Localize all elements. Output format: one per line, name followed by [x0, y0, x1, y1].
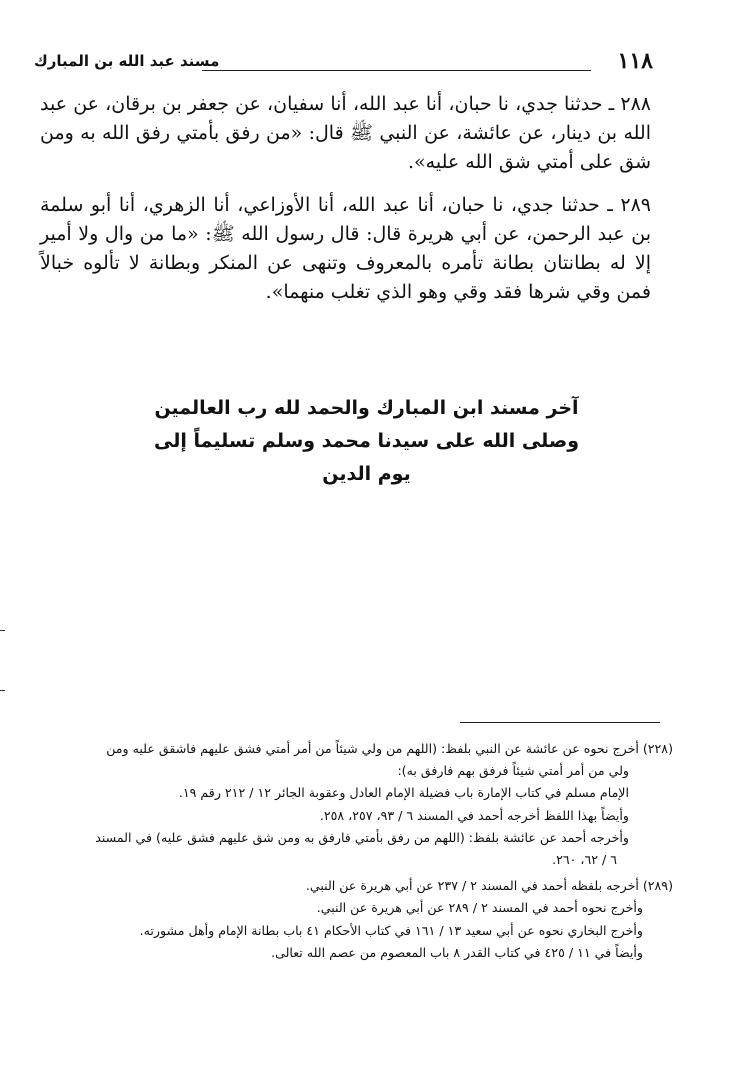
- margin-mark: [0, 630, 5, 631]
- footnote-line: وأخرج البخاري نحوه عن أبي سعيد ١٣ / ١٦١ في كتاب الأحكام ٤١ باب بطانة الإمام وأهل مشورته.: [139, 922, 643, 938]
- footnote-line: الإمام مسلم في كتاب الإمارة باب فضيلة الإمام العادل وعقوبة الجائر ١٢ / ٢١٢ رقم ١٩.: [178, 785, 629, 801]
- hadith-288: ٢٨٨ ـ حدثنا جدي، نا حبان، أنا عبد الله، أنا سفيان، عن جعفر بن برقان، عن عبد الله بن دينار، عن عائشة، عن النبي ﷺ قال: «من رفق بأمتي رفق الله به ومن شق على أمتي شق الله عليه».: [40, 93, 651, 173]
- footnote-line: (٢٢٨) أخرج نحوه عن عائشة عن النبي بلفظ: (اللهم من ولي شيئاً من أمر أمتي فشق عليهم فاشقق عليه ومن: [106, 741, 673, 756]
- main-text: [40, 90, 651, 321]
- page-header: [34, 48, 653, 82]
- footnote-line: وأيضاً في ١١ / ٤٢٥ في كتاب القدر ٨ باب المعصوم من عصم الله تعالى.: [271, 944, 643, 960]
- footnote-line: وأخرج نحوه أحمد في المسند ٢ / ٢٨٩ عن أبي هريرة عن النبي.: [316, 900, 643, 916]
- colophon: [150, 392, 583, 491]
- footnote-line: ٦ / ٦٢، ٢٦٠.: [552, 852, 617, 868]
- page-number: ١١٨: [617, 48, 653, 74]
- footnote-line: ولي من أمر أمتي شيئاً فرفق بهم فارفق به):: [397, 763, 629, 779]
- footnote-line: وأخرجه أحمد عن عائشة بلفظ: (اللهم من رفق بأمتي فارفق به ومن شق عليهم فشق عليه) في المسند: [95, 829, 629, 845]
- footnote-line: (٢٨٩) أخرجه بلفظه أحمد في المسند ٢ / ٢٣٧ عن أبي هريرة عن النبي.: [305, 878, 673, 894]
- hadith-289: ٢٨٩ ـ حدثنا جدي، نا حبان، أنا عبد الله، أنا الأوزاعي، أنا الزهري، أنا أبو سلمة بن عبد الرحمن، عن أبي هريرة قال: قال رسول الله ﷺ: «ما من وال ولا أمير إلا له بطانتان بطانة تأمره بالمعروف وتنهى عن المنكر وبطانة لا تألوه خبالاً فمن وقي شرها فقد وقي وهو الذي تغلب منهما».: [40, 194, 651, 303]
- header-rule: [202, 70, 591, 71]
- footnotes: [52, 738, 673, 964]
- running-title: مسند عبد الله بن المبارك: [34, 52, 220, 70]
- footnote-line: وأيضاً بهذا اللفظ أخرجه أحمد في المسند ٦ / ٩٣، ٢٥٧، ٢٥٨.: [319, 807, 629, 823]
- footnote-separator: [460, 722, 660, 723]
- colophon-line-2: وصلى الله على سيدنا محمد وسلم تسليماً إلى يوم الدين: [153, 430, 580, 485]
- colophon-line-1: آخر مسند ابن المبارك والحمد لله رب العالمين: [154, 397, 579, 419]
- margin-mark: [0, 690, 5, 691]
